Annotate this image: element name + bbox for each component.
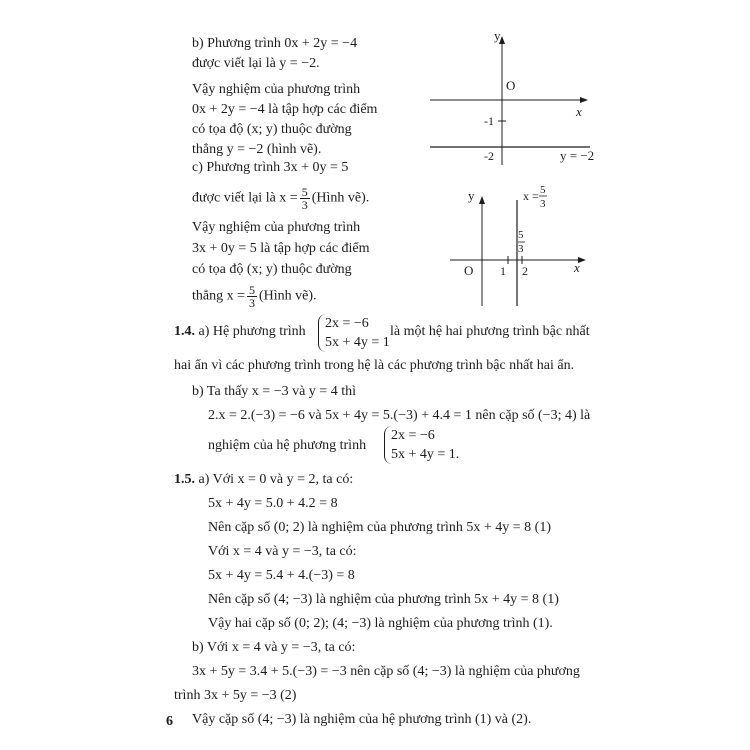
x-label: x [576, 104, 582, 119]
graph-x-equals-5-3 [450, 180, 600, 310]
text-line: b) Ta thấy x = −3 và y = 4 thì [192, 384, 356, 399]
equation-system [318, 314, 390, 352]
text-fragment: a) Hệ phương trình [198, 324, 306, 339]
origin-label: O [506, 78, 516, 93]
line-label-frac-den: 3 [540, 198, 546, 210]
y-label: y [494, 28, 501, 43]
mark-frac-num: 5 [518, 229, 524, 241]
text-line: là một hệ hai phương trình bậc nhất [390, 324, 590, 339]
y-label: y [468, 188, 475, 203]
fraction-denominator: 3 [249, 296, 255, 310]
origin-label: O [464, 263, 474, 278]
text-line: được viết lại là y = −2. [192, 56, 320, 71]
text-line: 5x + 4y = 5.0 + 4.2 = 8 [208, 496, 338, 511]
text-line: Nên cặp số (4; −3) là nghiệm của phương trình 5x + 4y = 8 (1) [208, 592, 559, 607]
line-label: y = −2 [560, 148, 595, 163]
equation: 5x + 4y = 1 [325, 335, 390, 350]
text-line: Vậy cặp số (4; −3) là nghiệm của hệ phương trình (1) và (2). [192, 712, 532, 727]
line-label: x = [523, 189, 539, 203]
text-fragment: thẳng x = [192, 288, 245, 304]
text-line: Nên cặp số (0; 2) là nghiệm của phương trình 5x + 4y = 8 (1) [208, 520, 551, 535]
text-line: Vậy nghiệm của phương trình [192, 82, 361, 97]
text-line: có tọa độ (x; y) thuộc đường [192, 262, 352, 277]
text-fragment: a) Với x = 0 và y = 2, ta có: [198, 472, 354, 487]
text-line: 2.x = 2.(−3) = −6 và 5x + 4y = 5.(−3) + 4.4 = 1 nên cặp số (−3; 4) là [208, 408, 591, 423]
text-line [174, 472, 353, 488]
tick-label-2: 2 [522, 264, 528, 278]
text-line: b) Với x = 4 và y = −3, ta có: [192, 640, 356, 655]
text-fragment: (Hình vẽ). [259, 288, 317, 304]
text-line: Vậy hai cặp số (0; 2); (4; −3) là nghiệm của phương trình (1). [208, 616, 553, 631]
tick-label-1: 1 [500, 264, 506, 278]
text-line: 3x + 0y = 5 là tập hợp các điểm [192, 241, 370, 256]
equation-text: 5x + 4y = 1 [391, 447, 456, 462]
fraction-numerator: 5 [249, 283, 255, 297]
page-number: 6 [166, 714, 173, 729]
text-line [192, 186, 369, 211]
text-fragment: được viết lại là x = [192, 190, 298, 206]
text-line: có tọa độ (x; y) thuộc đường [192, 122, 352, 137]
text-line [174, 324, 306, 340]
x-label: x [574, 260, 580, 275]
equation-system [384, 426, 459, 464]
graph-y-equals-minus-2 [430, 30, 600, 170]
equation: 2x = −6 [325, 316, 369, 331]
line-label-frac-num: 5 [540, 184, 546, 196]
text-line: thẳng y = −2 (hình vẽ). [192, 142, 322, 157]
text-line: hai ẩn vì các phương trình trong hệ là các phương trình bậc nhất hai ẩn. [174, 358, 575, 373]
tick-label-minus-2: -2 [484, 149, 494, 163]
tick-label-minus-1: -1 [484, 114, 494, 128]
text-line: b) Phương trình 0x + 2y = −4 [192, 36, 358, 51]
exercise-number: 1.4. [174, 324, 195, 339]
text-fragment: (Hình vẽ). [311, 190, 370, 206]
y-axis-arrow [479, 196, 485, 204]
text-line: 5x + 4y = 5.4 + 4.(−3) = 8 [208, 568, 355, 583]
text-line: c) Phương trình 3x + 0y = 5 [192, 160, 349, 175]
fraction-5-3 [300, 186, 310, 211]
x-axis-arrow [580, 97, 588, 103]
text-line: Vậy nghiệm của phương trình [192, 220, 361, 235]
text-line: trình 3x + 5y = −3 (2) [174, 688, 297, 703]
text-line: nghiệm của hệ phương trình [208, 438, 367, 453]
equation: 2x = −6 [391, 428, 435, 443]
equation [391, 445, 459, 464]
fraction-numerator: 5 [301, 185, 308, 199]
period: . [455, 447, 460, 462]
text-line [192, 284, 317, 309]
exercise-number: 1.5. [174, 472, 195, 487]
fraction-5-3 [247, 284, 257, 309]
text-line: 3x + 5y = 3.4 + 5.(−3) = −3 nên cặp số (4; −3) là nghiệm của phương [192, 664, 580, 679]
text-line: Với x = 4 và y = −3, ta có: [208, 544, 357, 559]
fraction-denominator: 3 [301, 198, 308, 212]
mark-frac-den: 3 [518, 243, 524, 255]
text-line: 0x + 2y = −4 là tập hợp các điểm [192, 102, 378, 117]
